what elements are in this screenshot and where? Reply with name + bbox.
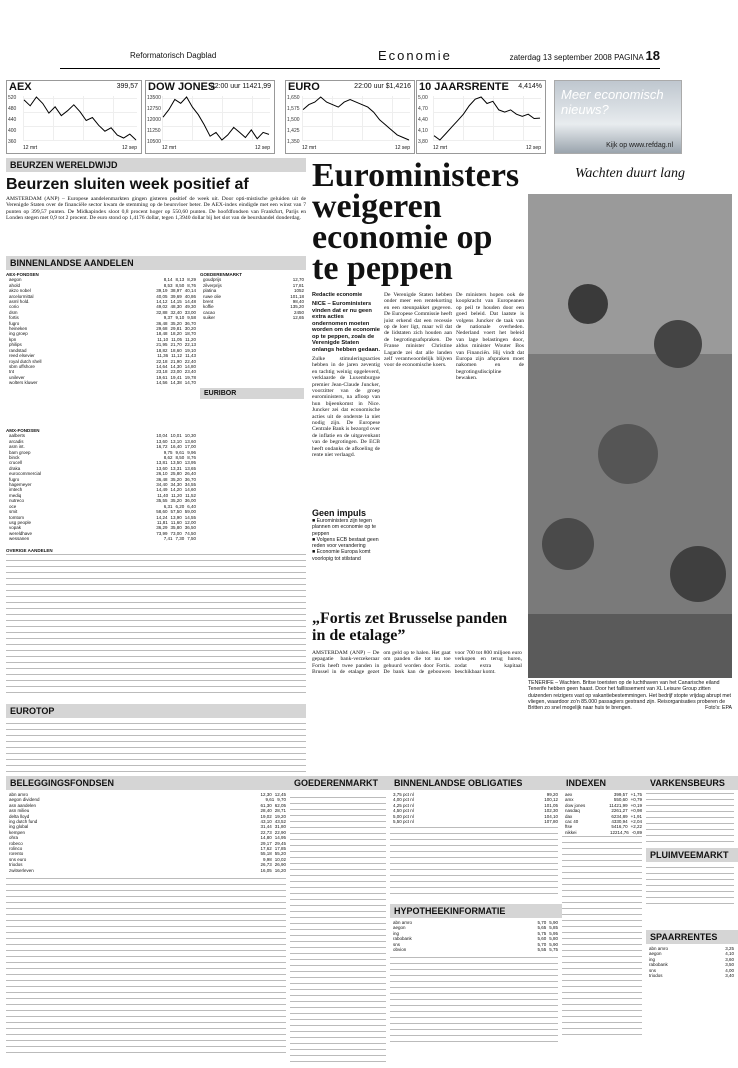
- chart-value: 399,57: [116, 83, 138, 90]
- table-row: platina 1052: [203, 288, 304, 294]
- main-headline: Euroministers weigeren economie op te peppen: [312, 157, 520, 287]
- table-row: heineken 29,68 29,81 30,20: [9, 326, 196, 332]
- chart-axis-end: 12 sep: [121, 145, 137, 151]
- markets-headline: Beurzen sluiten week positief af: [6, 176, 249, 193]
- spaar-kop: SPAARRENTES: [646, 930, 738, 944]
- indexen-table: [562, 792, 642, 1052]
- table-row: brent 98,40: [203, 299, 304, 305]
- table-row: crucell 13,81 13,50 13,95: [9, 460, 196, 466]
- table-row: ohra 14,80 14,95: [9, 835, 286, 841]
- table-row: asn aandelen 61,30 62,05: [9, 802, 286, 808]
- table-row: delta lloyd 19,02 19,20: [9, 813, 286, 819]
- amx-table-title: AMX-FONDSEN: [6, 428, 40, 433]
- table-row: aegon dividend 9,61 9,70: [9, 797, 286, 803]
- table-row: cac 40 4330,94 +2,04: [565, 819, 642, 825]
- chart-axis-start: 12 mrt: [162, 145, 177, 151]
- table-row: binck 8,62 8,50 8,76: [9, 455, 196, 461]
- fondsen-kop: BELEGGINGSFONDSEN: [6, 776, 294, 790]
- ad-refdag[interactable]: [554, 80, 682, 154]
- chart-series-line: [434, 97, 540, 140]
- table-row: eurocommercial 26,10 25,80 26,40: [9, 471, 196, 477]
- obligaties-table: [390, 792, 558, 900]
- table-row: fortis 9,37 9,10 9,58: [9, 315, 196, 321]
- table-row: arcadis 13,60 13,10 13,60: [9, 438, 196, 444]
- table-row: mediq 11,40 11,20 11,52: [9, 492, 196, 498]
- ad-url[interactable]: Kijk op www.refdag.nl: [606, 142, 673, 149]
- goederen-table: [290, 792, 386, 1062]
- table-row: cacao 2450: [203, 309, 304, 315]
- chart-tick-label: 12750: [147, 106, 161, 112]
- fortis-article: [312, 610, 522, 760]
- photo-illustration: [528, 194, 732, 678]
- chart-tick-label: 5,00: [418, 95, 428, 101]
- table-row: sbm offshore 14,64 14,30 14,80: [9, 363, 196, 369]
- article-byline: Redactie economie: [312, 292, 363, 298]
- hypo-table: [390, 920, 558, 1050]
- table-row: imtech 14,49 14,20 14,60: [9, 487, 196, 493]
- table-row: arcelormittal 40,05 39,69 40,86: [9, 293, 196, 299]
- chart-tick-label: 4,70: [418, 106, 428, 112]
- table-row: usg people 11,81 11,60 12,00: [9, 519, 196, 525]
- impuls-bullet: ■ Economie Europa komt voorlopig tot stilstand: [312, 549, 371, 562]
- chart-tick-label: 4,40: [418, 117, 428, 123]
- chart-title: DOW JONES: [148, 81, 216, 93]
- table-row: wessanen 7,41 7,30 7,50: [9, 536, 196, 542]
- chart-axis-end: 12 sep: [525, 145, 541, 151]
- table-row: asn milieu 28,40 28,71: [9, 808, 286, 814]
- table-row: obvion 5,55 5,75: [393, 947, 558, 953]
- table-row: randstad 18,82 18,60 19,10: [9, 347, 196, 353]
- goud-table-title: GOEDERENMARKT: [200, 272, 243, 277]
- aex-table-title: AEX-FONDSEN: [6, 272, 39, 277]
- euribor-kop: EURIBOR: [200, 388, 304, 399]
- table-row: asml hold. 14,12 14,15 14,48: [9, 299, 196, 305]
- chart-tick-label: 1,500: [287, 117, 300, 123]
- table-row: triodos 26,73 26,90: [9, 862, 286, 868]
- table-row: nasdaq 2261,27 +0,98: [565, 808, 642, 814]
- table-row: asm int. 16,72 16,40 17,00: [9, 444, 196, 450]
- aex-table: [6, 272, 196, 426]
- varkens-table: [646, 792, 734, 842]
- table-row: suiker 12,65: [203, 315, 304, 321]
- table-row: ruwe olie 101,18: [203, 293, 304, 299]
- chart-series-line: [24, 97, 136, 140]
- table-row: zwitserleven 16,05 16,20: [9, 867, 286, 873]
- markets-kop: BEURZEN WERELDWIJD: [6, 158, 306, 172]
- table-row: corio 49,02 48,30 49,30: [9, 304, 196, 310]
- photo-credit: Foto's: EPA: [705, 705, 732, 712]
- chart-tick-label: 13500: [147, 95, 161, 101]
- table-row: unilever 19,61 19,41 19,78: [9, 374, 196, 380]
- chart-euro: [285, 80, 415, 154]
- chart-axis-start: 12 mrt: [433, 145, 448, 151]
- chart-series-line: [163, 97, 269, 140]
- chart-tick-label: 480: [8, 106, 17, 112]
- article-body-2: De Verenigde Staten hebben onder meer een rentekorting en een steunpakket gegeven. De Europese Commissie heeft juist erkend dat een recessie op de loer ligt, maar wil dat de lidstaten zich houden aan de begrotingsafspraken. De Franse minister Christine Lagarde zei dat alle landen zelf verantwoordelijk blijven voor de economische koers.: [384, 292, 452, 369]
- table-row: ing 3,60: [649, 956, 734, 962]
- table-row: ahold 8,53 8,50 8,76: [9, 282, 196, 288]
- chart-tick-label: 10500: [147, 139, 161, 145]
- markets-article: [6, 158, 306, 268]
- table-row: 5,50 pct nl 107,80: [393, 819, 558, 825]
- table-row: aalberts 10,04 10,01 10,30: [9, 433, 196, 439]
- spaar-table: [646, 946, 734, 1056]
- chart-tick-label: 3,80: [418, 139, 428, 145]
- pluim-kop: PLUIMVEEMARKT: [646, 848, 738, 862]
- chart-tick-label: 1,575: [287, 106, 300, 112]
- table-row: zilverprijs 17,81: [203, 282, 304, 288]
- table-row: tomtom 14,24 13,90 14,55: [9, 514, 196, 520]
- table-row: philips 21,95 21,70 22,13: [9, 342, 196, 348]
- table-row: wereldhave 73,99 73,00 74,50: [9, 530, 196, 536]
- table-row: 4,00 pct nl 100,12: [393, 797, 558, 803]
- chart-value: 22:00 uur 11421,99: [210, 83, 271, 90]
- page-header: [60, 46, 660, 69]
- table-row: aegon 8,14 8,13 8,29: [9, 277, 196, 283]
- table-row: reed elsevier 11,36 11,12 11,43: [9, 353, 196, 359]
- paper-name: Reformatorisch Dagblad: [130, 51, 217, 60]
- table-row: 5,00 pct nl 104,10: [393, 813, 558, 819]
- article-col2: [384, 292, 452, 602]
- table-row: aex 399,57 +1,75: [565, 792, 642, 797]
- table-row: 4,50 pct nl 102,30: [393, 808, 558, 814]
- article-col1: [312, 292, 380, 536]
- chart-tick-label: 520: [8, 95, 17, 101]
- europe-kop: EUROTOP: [6, 704, 306, 718]
- table-row: aegon 5,65 5,85: [393, 925, 558, 931]
- binnenland-kop: BINNENLANDSE AANDELEN: [6, 256, 306, 270]
- article-col3: [456, 292, 524, 602]
- europe-table: [6, 720, 306, 772]
- article-lead: NICE – Euroministers vinden dat er nu geen extra acties ondernomen moeten worden om de economie op te peppen, zoals de Verenigde Staten onlangs hebben gedaan.: [312, 301, 380, 353]
- table-row: smit 58,60 57,50 59,00: [9, 509, 196, 515]
- table-row: ing groep 18,48 18,20 18,70: [9, 331, 196, 337]
- impuls-bullet: ■ Euroministers zijn tegen plannen om economie op te peppen: [312, 518, 377, 537]
- table-row: dax 6234,89 +1,91: [565, 813, 642, 819]
- section-title: Economie: [378, 48, 452, 63]
- obligaties-kop: BINNENLANDSE OBLIGATIES: [390, 776, 562, 790]
- table-row: sns 4,00: [649, 967, 734, 973]
- chart-axis-start: 12 mrt: [302, 145, 317, 151]
- table-row: sns 5,70 5,90: [393, 941, 558, 947]
- table-row: 4,25 pct nl 101,05: [393, 802, 558, 808]
- chart-value: 22:00 uur $1,4216: [354, 83, 411, 90]
- news-photo: [528, 160, 732, 678]
- table-row: ftse 5416,70 +2,22: [565, 824, 642, 830]
- article-body-1: Zulke stimuleringsacties hebben in de jaren zeventig en tachtig weinig opgeleverd, verklaarde de Luxemburgse premier Jean-Claude Juncker, voorzitter van de groep euroministers, na afloop van hun bijeenkomst in Nice. Juncker zei dat economische acties uit de onderste la niet nodig zijn. De Europese Centrale Bank is bezorgd over de inflatie en de uitgavenkant van de begrotingen. De ECB heeft ondanks de afkoeling de rente niet verlaagd.: [312, 356, 380, 459]
- chart-dow-jones: [145, 80, 275, 154]
- overige-table-title: OVERIGE AANDELEN: [6, 548, 53, 553]
- fondsen-table: [6, 792, 286, 1062]
- varkens-kop: VARKENSBEURS: [646, 776, 738, 790]
- table-row: ing 5,75 5,95: [393, 930, 558, 936]
- table-row: ing dutch fund 43,10 43,52: [9, 819, 286, 825]
- pluim-table: [646, 864, 734, 904]
- table-row: bam groep 9,75 9,61 9,96: [9, 449, 196, 455]
- table-row: draka 13,60 13,31 13,65: [9, 465, 196, 471]
- photo-title: Wachten duurt lang: [575, 166, 685, 181]
- table-row: kempen 22,73 22,90: [9, 829, 286, 835]
- article-body-3: De ministers hopen ook de koopkracht van Europeanen op peil te houden door een goed beleid. Dat laatste is volgens Juncker de taak van de nationale overheden. Nederland voert het beleid van lage belastingen door, aldus minister Wouter Bos van Financiën. Hij vindt dat Europa zijn afspraken moet nakomen en de begrotingsdiscipline bewaken.: [456, 292, 524, 382]
- impuls-bullet: ■ Volgens ECB bestaat geen reden voor verandering: [312, 536, 379, 550]
- table-row: robeco 29,17 29,45: [9, 840, 286, 846]
- chart-tick-label: 4,10: [418, 128, 428, 134]
- page-date: zaterdag 13 september 2008 PAGINA 18: [509, 48, 660, 63]
- impuls-title: Geen impuls: [312, 508, 367, 518]
- chart-tick-label: 400: [8, 128, 17, 134]
- table-row: fugro 36,48 35,20 36,70: [9, 476, 196, 482]
- indexen-kop: INDEXEN: [562, 776, 646, 790]
- table-row: amx 550,60 +0,79: [565, 797, 642, 803]
- photo-caption: TENERIFE – Wachten. Britse toeristen op de luchthaven van het Canarische eiland Tenerife hebben geen haast. Door het faillissement van XL Leisure Group zitten duizenden reizigers vast op vakantiebestemmingen. Het bedrijf stopte vrijdag abrupt met vliegen, waardoor zo'n 85.000 passagiers gestrand zijn. Reisorganisaties proberen de Britten zo snel mogelijk naar huis te brengen. Foto's: EPA: [528, 680, 732, 712]
- chart-axis-end: 12 sep: [394, 145, 410, 151]
- chart-series-line: [303, 97, 409, 140]
- chart-tick-label: 1,650: [287, 95, 300, 101]
- goederen-kop: GOEDERENMARKT: [290, 776, 390, 790]
- chart-axis-start: 12 mrt: [23, 145, 38, 151]
- chart-title: EURO: [288, 81, 320, 93]
- table-row: oce 6,31 6,20 6,40: [9, 503, 196, 509]
- table-row: rorento 55,18 55,20: [9, 851, 286, 857]
- impuls-box: [312, 508, 380, 562]
- table-row: vopak 36,29 35,80 36,50: [9, 525, 196, 531]
- chart-tick-label: 12000: [147, 117, 161, 123]
- chart-tick-label: 1,350: [287, 139, 300, 145]
- table-row: 3,75 pct nl 99,20: [393, 792, 558, 797]
- chart-aex: [6, 80, 142, 154]
- table-row: dsm 32,88 32,40 33,00: [9, 309, 196, 315]
- main-article: [312, 157, 522, 287]
- table-row: fugro 36,48 35,20 36,70: [9, 320, 196, 326]
- table-row: akzo nobel 39,19 38,97 40,14: [9, 288, 196, 294]
- table-row: nikkei 12214,76 -0,89: [565, 829, 642, 835]
- table-row: rolinco 17,62 17,85: [9, 846, 286, 852]
- chart-axis-end: 12 sep: [254, 145, 270, 151]
- table-row: sns euro 9,98 10,02: [9, 856, 286, 862]
- table-row: koffie 135,20: [203, 304, 304, 310]
- table-row: wolters kluwer 14,56 14,38 14,70: [9, 380, 196, 386]
- table-row: goudprijs 12,70: [203, 277, 304, 283]
- table-row: aegon 4,10: [649, 951, 734, 957]
- table-row: abn amro 12,30 12,45: [9, 792, 286, 797]
- chart-tick-label: 440: [8, 117, 17, 123]
- goud-table: [200, 272, 304, 382]
- table-row: dow jones 11421,99 +0,19: [565, 802, 642, 808]
- table-row: ing global 31,44 31,80: [9, 824, 286, 830]
- hypo-kop: HYPOTHEEKINFORMATIE: [390, 904, 562, 918]
- table-row: kpn 11,10 11,05 11,20: [9, 336, 196, 342]
- chart-10-jaarsrente: [416, 80, 546, 154]
- table-row: triodos 3,40: [649, 973, 734, 979]
- table-row: abn amro 5,70 5,90: [393, 920, 558, 925]
- overige-table: [6, 548, 306, 698]
- markets-body: AMSTERDAM (ANP) – Europese aandelenmarkten gingen gisteren positief de week uit. Door opti-mistische geluiden uit de Verenigde Staten over de financiële sector kwam de stemming op de beursvloer beter. De AEX-index eindigde met een winst van 7 punten op 399,57 punten. De Midkapindex sloot 0,8 procent hoger op 550,60 punten. De hoofdfondsen van Frankfurt, Parijs en Londen stegen met 0,9 tot 2 procent. De euro stond op 1,4176 dollar, tegen 1,3940 dollar bij het slot van de beurshandel donderdag.: [6, 196, 306, 222]
- chart-tick-label: 1,425: [287, 128, 300, 134]
- table-row: rabobank 5,60 5,80: [393, 936, 558, 942]
- chart-title: AEX: [9, 81, 32, 93]
- table-row: royal dutch shell 22,18 21,90 22,40: [9, 358, 196, 364]
- amx-table: [6, 428, 196, 546]
- ad-title: Meer economisch nieuws?: [561, 87, 664, 117]
- fortis-headline: „Fortis zet Brusselse panden in de etalage”: [312, 610, 508, 644]
- table-row: nutreco 35,55 35,20 36,00: [9, 498, 196, 504]
- fortis-body: AMSTERDAM (ANP) – De gepagatie bank-verzekeraar Fortis heeft twee panden in Brussel in de etalage gezet om geld op te halen. Het gaat om panden die tot nu toe gehuurd worden door Fortis. De bank kan de gebouwen voor 700 tot 800 miljoen euro verkopen en terug huren, zodat extra kapitaal beschikbaar komt.: [312, 650, 522, 676]
- chart-tick-label: 360: [8, 139, 17, 145]
- chart-tick-label: 11250: [147, 128, 161, 134]
- table-row: tnt 23,18 23,00 23,40: [9, 369, 196, 375]
- table-row: rabobank 3,50: [649, 962, 734, 968]
- chart-value: 4,414%: [518, 83, 542, 90]
- table-row: hagemeyer 34,40 34,30 34,55: [9, 482, 196, 488]
- chart-title: 10 JAARSRENTE: [419, 81, 509, 93]
- table-row: abn amro 3,25: [649, 946, 734, 951]
